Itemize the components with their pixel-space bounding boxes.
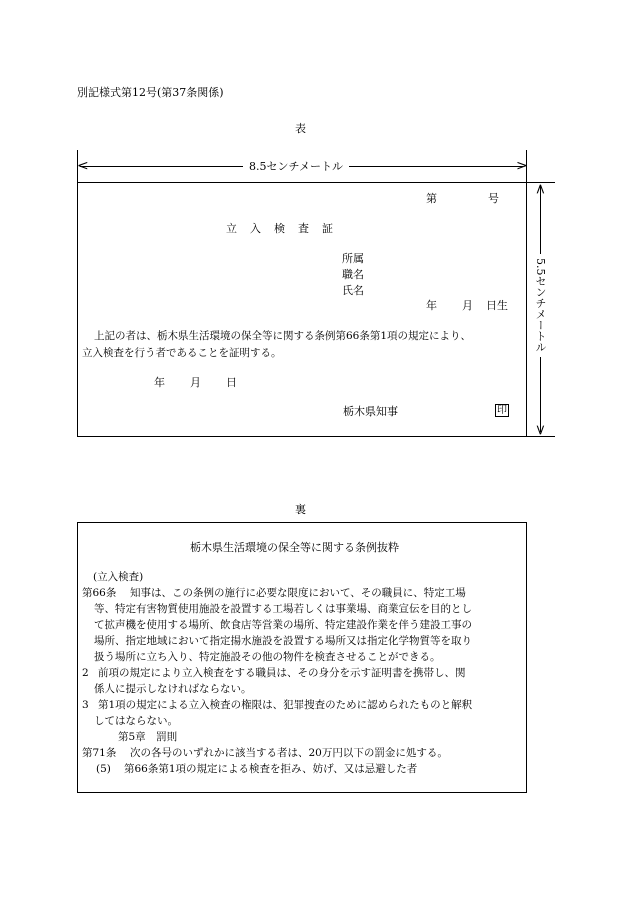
art66-line: 等、特定有害物質使用施設を設置する工場若しくは事業場、商業宣伝を目的とし <box>94 603 472 615</box>
seal-stamp: 印 <box>497 405 507 416</box>
para3-line: 第1項の規定による立入検査の権限は、犯罪捜査のために認められたものと解釈 <box>98 699 473 711</box>
art66-line: 場所、指定地域において指定揚水施設を設置する場所又は指定化学物質等を取り <box>94 635 472 647</box>
para2-line: 前項の規定により立入検査をする職員は、その身分を示す証明書を携帯し、関 <box>98 667 466 679</box>
arrow-down-icon: > <box>531 424 548 436</box>
issue-day: 日 <box>226 376 237 389</box>
art66-line: 扱う場所に立ち入り、特定施設その他の物件を検査させることができる。 <box>94 651 441 663</box>
para3-num: 3 <box>82 699 89 711</box>
field-name: 氏名 <box>342 284 364 297</box>
arrow-right-icon: > <box>516 158 528 174</box>
form-label: 別記様式第12号(第37条関係) <box>77 86 224 99</box>
arrow-left-icon: < <box>77 158 89 174</box>
dim-height-label: 5.5センチメートル <box>534 254 546 357</box>
item5-num: (5) <box>96 763 111 775</box>
field-affiliation: 所属 <box>342 252 364 265</box>
statement-line-1: 上記の者は、栃木県生活環境の保全等に関する条例第66条第1項の規定により、 <box>94 330 472 342</box>
item5-text: 第66条第1項の規定による検査を拒み、妨げ、又は忌避した者 <box>124 763 418 775</box>
dim-height-bottom-tick <box>527 436 555 437</box>
art66-label: 第66条 <box>82 587 117 599</box>
field-position: 職名 <box>342 268 364 281</box>
statement-line-2: 立入検査を行う者であることを証明する。 <box>82 347 282 359</box>
number-dai: 第 <box>426 192 437 205</box>
art71-text: 次の各号のいずれかに該当する者は、20万円以下の罰金に処する。 <box>130 747 448 759</box>
para3-line: してはならない。 <box>94 715 178 727</box>
birth-month: 月 <box>462 299 473 312</box>
back-title: 栃木県生活環境の保全等に関する条例抜粋 <box>190 541 399 554</box>
issue-month: 月 <box>190 376 201 389</box>
section-caption: (立入検査) <box>93 571 144 583</box>
arrow-up-icon: < <box>531 183 548 195</box>
birth-year: 年 <box>426 299 437 312</box>
number-go: 号 <box>488 192 499 205</box>
back-heading: 裏 <box>295 503 306 516</box>
art71-label: 第71条 <box>82 747 117 759</box>
issuer: 栃木県知事 <box>343 405 398 418</box>
art66-line: て拡声機を使用する場所、飲食店等営業の場所、特定建設作業を伴う建設工事の <box>94 619 472 631</box>
front-heading: 表 <box>295 122 306 135</box>
card-title: 立 入 検 査 証 <box>226 222 334 235</box>
para2-line: 係人に提示しなければならない。 <box>94 683 252 695</box>
art66-line: 知事は、この条例の施行に必要な限度において、その職員に、特定工場 <box>130 587 466 599</box>
issue-year: 年 <box>154 376 165 389</box>
chapter-heading: 第5章 罰則 <box>118 731 178 743</box>
birth-day: 日生 <box>486 299 508 312</box>
front-card <box>77 182 527 437</box>
dim-width-label: 8.5センチメートル <box>243 160 349 173</box>
para2-num: 2 <box>82 667 89 679</box>
